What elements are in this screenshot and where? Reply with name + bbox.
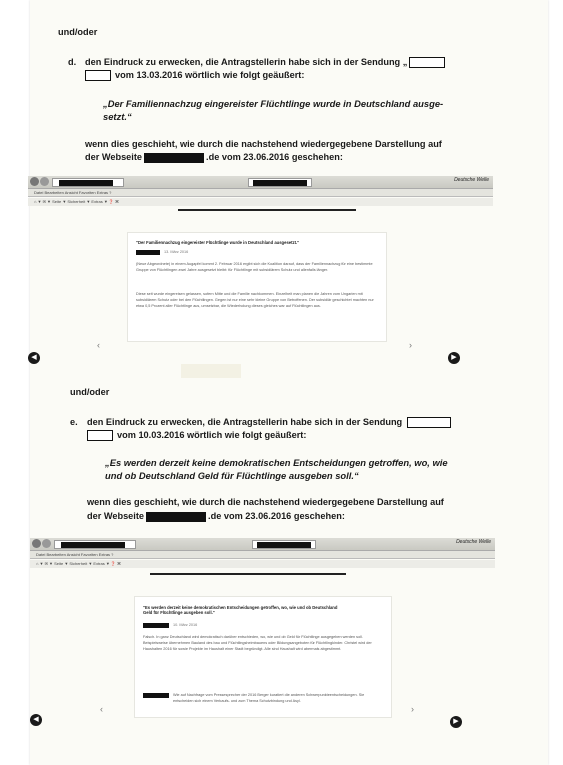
redacted-box bbox=[85, 70, 111, 81]
article-paragraph-2: Wie auf Nachfrage vom Pressesprecher der 2016 Berger kuratiert die anderen Schwerpunkteentscheidungen. Sie entscheiden sich einem Verkaufs- und zum Thema Schutzbindung und Asyl. bbox=[173, 693, 365, 703]
when-line-2-a: der Webseite bbox=[87, 511, 145, 521]
claim-line-2 bbox=[87, 429, 306, 441]
redacted-website bbox=[146, 512, 206, 522]
when-line-2-a: der Webseite bbox=[85, 152, 143, 162]
claim-line-1-text: den Eindruck zu erwecken, die Antragstellerin habe sich in der Sendung „ bbox=[85, 57, 408, 67]
site-logo: Deutsche Welle bbox=[456, 539, 491, 545]
when-line-1: wenn dies geschieht, wie durch die nachstehend wiedergegebene Darstellung auf bbox=[85, 139, 442, 149]
article-paragraph-1: Falsch. In ganz Deutschland wird demokratisch darüber entschieden, wo, wie und ob Geld für Flüchtlinge ausgegeben werden soll. Beispielsweise übernehmen Bauland des bau und Flüchtlingsheimbauens oder Bildungsangeboten für Flüchtlingkinder. Christel wird der Haushalten 2016 für sowie Projekte im Haushalt einer Stadt begründigt. Alle sind Haushalt wird abermals abgestimmt. bbox=[143, 635, 372, 651]
redacted-box bbox=[407, 417, 451, 428]
search-tab bbox=[248, 178, 312, 187]
article-paragraph-2: Diese seit wurde eingereisen gelassen, sofern Mitte und die Familie nachkommen. Einzelheit man planen die Jahren vom Ungarien mit subsidiärem Schutz oder bei den Flüchtlingen. Gegen ist nur eine sehr kleine Gruppe von Betroffenen. Der subsidiär geschichtet machten nur etwa 0,5 Prozent aller Flüchtlinge aus, umsetzbar, die Wiederholung dieses gleiches war auf Flüchtlingen aus. bbox=[136, 292, 374, 308]
site-logo: Deutsche Welle bbox=[454, 177, 489, 183]
redacted-url bbox=[61, 542, 125, 548]
claim-line-1 bbox=[87, 416, 451, 428]
prev-arrow-icon: ◀ bbox=[28, 352, 40, 364]
article-date: 13. März 2016 bbox=[164, 250, 189, 254]
forward-icon bbox=[40, 177, 49, 186]
item-letter-d: d. bbox=[68, 57, 77, 67]
article-paragraph-1: (Neue Abgeordnete) in einem Augapfel kommt 2. Februar 2016 ergibt sich die Koalition darauf, dass der Familiennachzug für eine bestimmte Gruppe von Flüchtlingen zwei Jahre ausgesetzt bleibt: für Flüchtlinge mit subsidiärem Schutz und allenfalls länger. bbox=[136, 262, 373, 272]
url-field bbox=[54, 540, 136, 549]
redacted-name bbox=[143, 693, 169, 698]
article-card-1 bbox=[127, 232, 387, 342]
redacted-url bbox=[59, 180, 113, 186]
quote-line-2: und ob Deutschland Geld für Flüchtlinge ausgeben soll.“ bbox=[105, 470, 359, 481]
chevron-left-icon: ‹ bbox=[97, 340, 100, 350]
prev-arrow-icon: ◀ bbox=[30, 714, 42, 726]
search-tab bbox=[252, 540, 316, 549]
connector-und-oder: und/oder bbox=[70, 387, 110, 397]
chevron-right-icon: › bbox=[411, 704, 414, 714]
redacted-tab bbox=[253, 180, 307, 186]
browser-toolbar: ⌂ ▼ ✉ ▼ Seite ▼ Sicherheit ▼ Extras ▼ ❓ ⌘ bbox=[30, 560, 495, 568]
browser-address-bar bbox=[30, 538, 495, 551]
back-icon bbox=[32, 539, 41, 548]
document-page bbox=[30, 0, 548, 765]
redacted-author bbox=[136, 250, 160, 255]
claim-line-1-text: den Eindruck zu erwecken, die Antragstellerin habe sich in der Sendung bbox=[87, 417, 403, 427]
website-screenshot-2 bbox=[30, 538, 495, 738]
when-line-2 bbox=[85, 151, 343, 163]
redacted-box bbox=[87, 430, 113, 441]
redacted-box bbox=[409, 57, 445, 68]
when-line-2-b: .de vom 23.06.2016 geschehen: bbox=[208, 511, 345, 521]
browser-address-bar bbox=[28, 176, 493, 189]
browser-menu-bar: Datei Bearbeiten Ansicht Favoriten Extras ? bbox=[30, 551, 495, 559]
redacted-tab bbox=[257, 542, 311, 548]
article-headline: "Der Familiennachzug eingereister Flüchtlinge wurde in Deutschland ausgesetzt." bbox=[136, 240, 300, 245]
quote-line-1: „Es werden derzeit keine demokratischen Entscheidungen getroffen, wo, wie bbox=[105, 457, 448, 468]
chevron-right-icon: › bbox=[409, 340, 412, 350]
redacted-author bbox=[143, 623, 169, 628]
article-headline: "Es werden derzeit keine demokratischen Entscheidungen getroffen, wo, wie und ob Deutschland Geld für Flüchtlinge ausgeben soll." bbox=[143, 605, 338, 615]
forward-icon bbox=[42, 539, 51, 548]
article-date: 10. März 2016 bbox=[173, 623, 198, 627]
quote-line-2: setzt.“ bbox=[103, 111, 132, 122]
claim-line-2-text: vom 10.03.2016 wörtlich wie folgt geäußert: bbox=[117, 430, 307, 440]
chevron-left-icon: ‹ bbox=[100, 704, 103, 714]
page-rule bbox=[150, 573, 346, 575]
quote-line-1: „Der Familiennachzug eingereister Flüchtlinge wurde in Deutschland ausge- bbox=[103, 98, 444, 109]
page-rule bbox=[178, 209, 356, 211]
when-line-2 bbox=[87, 510, 345, 522]
url-field bbox=[52, 178, 124, 187]
website-screenshot-1 bbox=[28, 176, 493, 376]
claim-line-1 bbox=[85, 56, 445, 68]
connector-und-oder: und/oder bbox=[58, 27, 98, 37]
scan-artifact bbox=[181, 364, 241, 378]
article-card-2 bbox=[134, 596, 392, 718]
claim-line-2-text: vom 13.03.2016 wörtlich wie folgt geäußert: bbox=[115, 70, 305, 80]
when-line-1: wenn dies geschieht, wie durch die nachstehend wiedergegebene Darstellung auf bbox=[87, 497, 444, 507]
browser-toolbar: ⌂ ▼ ✉ ▼ Seite ▼ Sicherheit ▼ Extras ▼ ❓ ⌘ bbox=[28, 198, 493, 206]
back-icon bbox=[30, 177, 39, 186]
browser-menu-bar: Datei Bearbeiten Ansicht Favoriten Extras ? bbox=[28, 189, 493, 197]
redacted-website bbox=[144, 153, 204, 163]
next-arrow-icon: ▶ bbox=[448, 352, 460, 364]
item-letter-e: e. bbox=[70, 417, 78, 427]
next-arrow-icon: ▶ bbox=[450, 716, 462, 728]
claim-line-2 bbox=[85, 69, 304, 81]
when-line-2-b: .de vom 23.06.2016 geschehen: bbox=[206, 152, 343, 162]
